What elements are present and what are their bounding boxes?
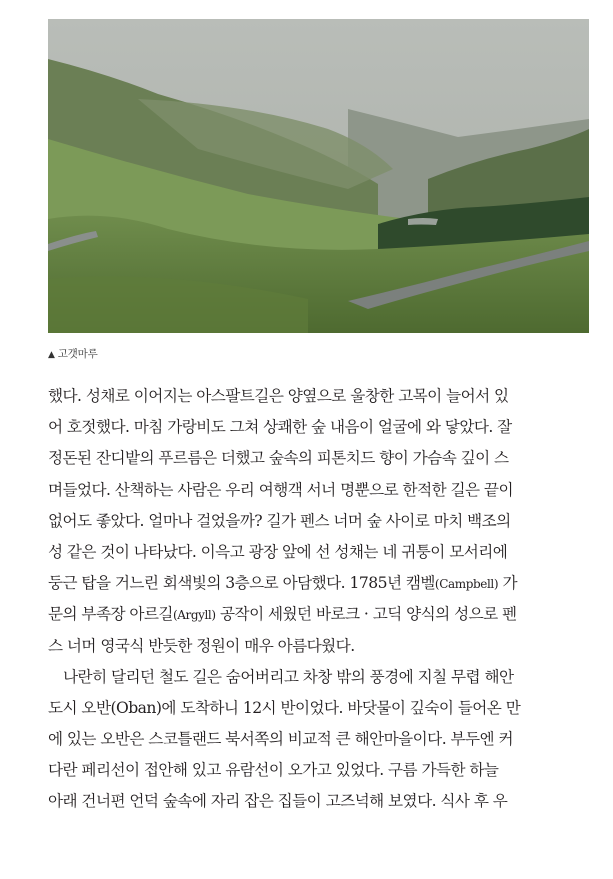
text-line: 정돈된 잔디밭의 푸르름은 더했고 숲속의 피톤치드 향이 가슴속 깊이 스 [48,449,509,468]
text-line [48,599,593,630]
text-line: 다란 페리선이 접안해 있고 유람선이 오가고 있었다. 구름 가득한 하늘 [48,761,499,780]
text-line: 했다. 성채로 이어지는 아스팔트길은 양옆으로 울창한 고목이 늘어서 있 [48,387,509,405]
text-segment: 공작이 세웠던 바로크 · 고딕 양식의 성으로 펜 [215,605,517,624]
text-line: 에 있는 오반은 스코틀랜드 북서쪽의 비교적 큰 해안마을이다. 부두엔 커 [48,730,513,749]
text-segment: 가 [498,574,518,593]
landscape-photo [48,19,589,333]
text-line: 성 같은 것이 나타났다. 이윽고 광장 앞에 선 성채는 네 귀퉁이 모서리에 [48,542,508,561]
photo-caption [48,346,98,361]
article-body [48,381,593,818]
english-name: (Campbell) [434,577,499,592]
text-line: 도시 오반(Oban)에 도착하니 12시 반이었다. 바닷물이 깊숙이 들어온 만 [48,698,521,717]
valley-image [48,19,589,333]
text-line: 스 너머 영국식 반듯한 정원이 매우 아름다웠다. [48,636,355,655]
text-line: 어 호젓했다. 마침 가랑비도 그쳐 상쾌한 숲 내음이 얼굴에 와 닿았다. 잘 [48,418,512,437]
text-line: 아래 건너편 언덕 숲속에 자리 잡은 집들이 고즈넉해 보였다. 식사 후 우 [48,792,508,811]
english-name: (Argyll) [172,608,216,623]
text-segment: 문의 부족장 아르길 [48,605,173,624]
text-line: 나란히 달리던 철도 길은 숨어버리고 차창 밖의 풍경에 지칠 무렵 해안 [48,667,514,686]
text-line: 며들었다. 산책하는 사람은 우리 여행객 서너 명뿐으로 한적한 길은 끝이 [48,480,513,499]
text-line: 없어도 좋았다. 얼마나 걸었을까? 길가 펜스 너머 숲 사이로 마치 백조의 [48,511,511,530]
text-line [48,568,593,599]
triangle-icon: ▲ [48,350,55,360]
caption-text: 고갯마루 [57,348,98,360]
text-segment: 둥근 탑을 거느린 회색빛의 3층으로 아담했다. 1785년 캠벨 [48,574,435,593]
